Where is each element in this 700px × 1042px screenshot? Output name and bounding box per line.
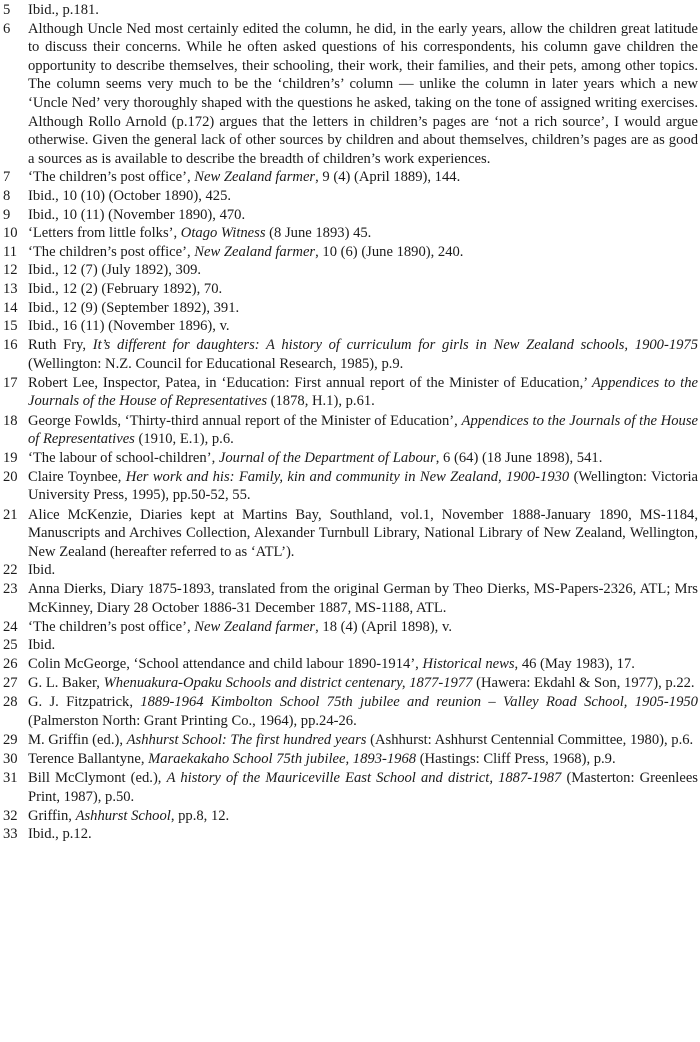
footnote-text bbox=[28, 580, 698, 617]
footnote-number: 32 bbox=[3, 807, 18, 824]
italic-title: Her work and his: Family, kin and community in New Zealand, 1900-1930 bbox=[125, 468, 570, 485]
footnote-number: 29 bbox=[3, 732, 18, 749]
text-segment: ‘The children’s post office’, bbox=[28, 618, 195, 635]
footnote-text bbox=[28, 374, 698, 411]
text-segment: (1910, E.1), p.6. bbox=[134, 431, 234, 448]
text-segment: Ibid., 12 (7) (July 1892), 309. bbox=[28, 262, 202, 279]
text-segment: Terence Ballantyne, bbox=[28, 751, 149, 768]
footnote-32 bbox=[3, 807, 698, 826]
text-segment: (8 June 1893) 45. bbox=[265, 225, 372, 242]
footnote-text bbox=[28, 655, 698, 674]
text-segment: , 9 (4) (April 1889), 144. bbox=[315, 169, 461, 186]
footnote-number: 23 bbox=[3, 581, 18, 598]
text-segment: Ibid., 10 (10) (October 1890), 425. bbox=[28, 187, 232, 204]
text-segment: (Hastings: Cliff Press, 1968), p.9. bbox=[416, 751, 616, 768]
text-segment: , 46 (May 1983), 17. bbox=[514, 656, 635, 673]
footnote-18 bbox=[3, 412, 698, 449]
footnote-number: 21 bbox=[3, 506, 18, 523]
footnote-text bbox=[28, 468, 698, 505]
text-segment: (Palmerston North: Grant Printing Co., 1964), pp.24-26. bbox=[28, 713, 357, 730]
footnote-28 bbox=[3, 693, 698, 730]
footnote-number: 22 bbox=[3, 562, 18, 579]
footnote-number: 17 bbox=[3, 374, 18, 391]
text-segment: ‘Letters from little folks’, bbox=[28, 225, 181, 242]
text-segment: Ruth Fry, bbox=[28, 337, 93, 354]
text-segment: Griffin, bbox=[28, 807, 76, 824]
footnote-7 bbox=[3, 168, 698, 187]
text-segment: Colin McGeorge, ‘School attendance and child labour 1890-1914’, bbox=[28, 656, 423, 673]
footnote-text bbox=[28, 674, 698, 693]
footnote-number: 19 bbox=[3, 449, 18, 466]
footnote-13 bbox=[3, 280, 698, 299]
footnote-text bbox=[28, 1, 698, 20]
text-segment: Ibid., 12 (2) (February 1892), 70. bbox=[28, 280, 223, 297]
footnote-text bbox=[28, 449, 698, 468]
footnote-number: 20 bbox=[3, 468, 18, 485]
footnote-number: 28 bbox=[3, 694, 18, 711]
footnote-23 bbox=[3, 580, 698, 617]
footnote-text bbox=[28, 618, 698, 637]
text-segment: ‘The children’s post office’, bbox=[28, 169, 195, 186]
footnote-33 bbox=[3, 825, 698, 844]
footnote-5 bbox=[3, 1, 698, 20]
text-segment: Ibid., 10 (11) (November 1890), 470. bbox=[28, 206, 246, 223]
footnote-text bbox=[28, 412, 698, 449]
footnote-26 bbox=[3, 655, 698, 674]
text-segment: ‘The children’s post office’, bbox=[28, 243, 195, 260]
text-segment: Robert Lee, Inspector, Patea, in ‘Education: First annual report of the Minister of Education,’ bbox=[28, 374, 592, 391]
text-segment: , pp.8, 12. bbox=[170, 807, 230, 824]
footnote-number: 26 bbox=[3, 656, 18, 673]
footnote-27 bbox=[3, 674, 698, 693]
footnote-16 bbox=[3, 336, 698, 373]
footnote-text bbox=[28, 206, 698, 225]
footnote-14 bbox=[3, 299, 698, 318]
text-segment: G. L. Baker, bbox=[28, 675, 104, 692]
italic-title: New Zealand farmer bbox=[194, 618, 316, 635]
footnote-text bbox=[28, 20, 698, 169]
footnote-text bbox=[28, 261, 698, 280]
text-segment: George Fowlds, ‘Thirty-third annual report of the Minister of Education’, bbox=[28, 412, 462, 429]
italic-title: 1889-1964 Kimbolton School 75th jubilee and reunion – Valley Road School, 1905-1950 bbox=[140, 694, 698, 711]
footnote-number: 18 bbox=[3, 412, 18, 429]
footnote-number: 9 bbox=[3, 206, 11, 223]
italic-title: New Zealand farmer bbox=[194, 169, 316, 186]
text-segment: , 10 (6) (June 1890), 240. bbox=[315, 243, 464, 260]
text-segment: Ibid. bbox=[28, 562, 56, 579]
footnote-text bbox=[28, 336, 698, 373]
footnote-text bbox=[28, 825, 698, 844]
footnote-number: 7 bbox=[3, 169, 11, 186]
footnote-text bbox=[28, 636, 698, 655]
text-segment: (Wellington: Victoria University Press, 1995), pp.50-52, 55. bbox=[28, 468, 698, 504]
text-segment: Ibid., p.12. bbox=[28, 826, 92, 843]
footnote-text bbox=[28, 317, 698, 336]
text-segment: Although Uncle Ned most certainly edited the column, he did, in the early years, allow the children great latitude to discuss their concerns. While he often asked questions of his correspondents, his column gave children the opportunity to describe themselves, their schooling, their work, their families, and their pets, among other topics. The column seems very much to be the ‘children’s’ column — unlike the column in later years which a new ‘Uncle Ned’ very thoroughly shaped with the questions he asked, taking on the tone of assigned writing exercises. Although Rollo Arnold (p.172) argues that the letters in children’s pages are ‘not a rich source’, I would argue otherwise. Given the general lack of other sources by children and about themselves, children’s pages are as good a sources as is available to describe the breadth of children’s work experiences. bbox=[28, 20, 698, 167]
text-segment: Alice McKenzie, Diaries kept at Martins Bay, Southland, vol.1, November 1888-January 1890, MS-1184, Manuscripts and Archives Collection, Alexander Turnbull Library, National Library of New Zealand, Wellington, New Zealand (hereafter referred to as ‘ATL’). bbox=[28, 506, 698, 560]
footnote-19 bbox=[3, 449, 698, 468]
footnote-10 bbox=[3, 224, 698, 243]
footnote-text bbox=[28, 299, 698, 318]
footnote-20 bbox=[3, 468, 698, 505]
footnote-24 bbox=[3, 618, 698, 637]
footnote-number: 25 bbox=[3, 637, 18, 654]
footnote-21 bbox=[3, 506, 698, 562]
text-segment: (Wellington: N.Z. Council for Educational Research, 1985), p.9. bbox=[28, 355, 404, 372]
text-segment: M. Griffin (ed.), bbox=[28, 732, 127, 749]
footnote-17 bbox=[3, 374, 698, 411]
footnote-text bbox=[28, 807, 698, 826]
footnote-15 bbox=[3, 317, 698, 336]
footnote-number: 24 bbox=[3, 618, 18, 635]
text-segment: Ibid., 12 (9) (September 1892), 391. bbox=[28, 299, 240, 316]
footnote-number: 14 bbox=[3, 299, 18, 316]
italic-title: Ashhurst School bbox=[75, 807, 171, 824]
footnote-9 bbox=[3, 206, 698, 225]
text-segment: (Ashhurst: Ashhurst Centennial Committee, 1980), p.6. bbox=[366, 732, 694, 749]
footnote-text bbox=[28, 506, 698, 562]
footnote-number: 8 bbox=[3, 187, 11, 204]
italic-title: New Zealand farmer bbox=[194, 243, 316, 260]
footnote-text bbox=[28, 769, 698, 806]
text-segment: Bill McClymont (ed.), bbox=[28, 770, 167, 787]
footnote-31 bbox=[3, 769, 698, 806]
italic-title: Ashhurst School: The first hundred years bbox=[126, 732, 367, 749]
text-segment: (1878, H.1), p.61. bbox=[267, 393, 375, 410]
footnote-30 bbox=[3, 750, 698, 769]
footnote-number: 15 bbox=[3, 318, 18, 335]
footnote-11 bbox=[3, 243, 698, 262]
text-segment: (Hawera: Ekdahl & Son, 1977), p.22. bbox=[472, 675, 695, 692]
text-segment: ‘The labour of school-children’, bbox=[28, 449, 219, 466]
footnote-text bbox=[28, 693, 698, 730]
text-segment: G. J. Fitzpatrick, bbox=[28, 694, 141, 711]
text-segment: Ibid., p.181. bbox=[28, 2, 99, 18]
italic-title: Maraekakaho School 75th jubilee, 1893-1968 bbox=[148, 751, 417, 768]
footnote-8 bbox=[3, 187, 698, 206]
footnote-number: 5 bbox=[3, 2, 11, 18]
text-segment: , 6 (64) (18 June 1898), 541. bbox=[435, 449, 603, 466]
footnote-text bbox=[28, 243, 698, 262]
text-segment: Ibid. bbox=[28, 637, 56, 654]
footnote-number: 16 bbox=[3, 337, 18, 354]
text-segment: (Masterton: Greenlees Print, 1987), p.50. bbox=[28, 770, 698, 805]
italic-title: It’s different for daughters: A history of curriculum for girls in New Zealand schools, 1900-1975 bbox=[92, 337, 699, 354]
text-segment: Claire Toynbee, bbox=[28, 468, 126, 485]
footnote-number: 27 bbox=[3, 675, 18, 692]
footnote-text bbox=[28, 224, 698, 243]
footnote-number: 31 bbox=[3, 770, 18, 787]
footnote-number: 12 bbox=[3, 262, 18, 279]
footnote-text bbox=[28, 168, 698, 187]
footnote-29 bbox=[3, 731, 698, 750]
text-segment: Ibid., 16 (11) (November 1896), v. bbox=[28, 318, 230, 335]
text-segment: , 18 (4) (April 1898), v. bbox=[315, 618, 452, 635]
footnote-22 bbox=[3, 561, 698, 580]
footnote-6 bbox=[3, 20, 698, 169]
footnote-text bbox=[28, 750, 698, 769]
footnote-text bbox=[28, 187, 698, 206]
text-segment: Anna Dierks, Diary 1875-1893, translated from the original German by Theo Dierks, MS-Papers-2326, ATL; Mrs McKinney, Diary 28 October 1886-31 December 1887, MS-1188, ATL. bbox=[28, 581, 698, 616]
footnote-25 bbox=[3, 636, 698, 655]
italic-title: Historical news bbox=[422, 656, 515, 673]
footnote-number: 6 bbox=[3, 20, 11, 37]
italic-title: Otago Witness bbox=[180, 225, 266, 242]
italic-title: Appendices to the Journals of the House of Representatives bbox=[28, 412, 699, 448]
italic-title: Appendices to the Journals of the House of Representatives bbox=[28, 374, 699, 410]
footnote-number: 13 bbox=[3, 280, 18, 297]
footnote-text bbox=[28, 561, 698, 580]
footnote-number: 11 bbox=[3, 243, 18, 260]
footnote-12 bbox=[3, 261, 698, 280]
italic-title: Whenuakura-Opaku Schools and district centenary, 1877-1977 bbox=[103, 675, 473, 692]
footnote-list bbox=[3, 1, 698, 844]
italic-title: Journal of the Department of Labour bbox=[218, 449, 436, 466]
footnote-number: 30 bbox=[3, 751, 18, 768]
footnote-text bbox=[28, 731, 698, 750]
footnote-number: 33 bbox=[3, 826, 18, 843]
italic-title: A history of the Mauriceville East School and district, 1887-1987 bbox=[166, 770, 562, 787]
footnote-number: 10 bbox=[3, 225, 18, 242]
footnote-text bbox=[28, 280, 698, 299]
